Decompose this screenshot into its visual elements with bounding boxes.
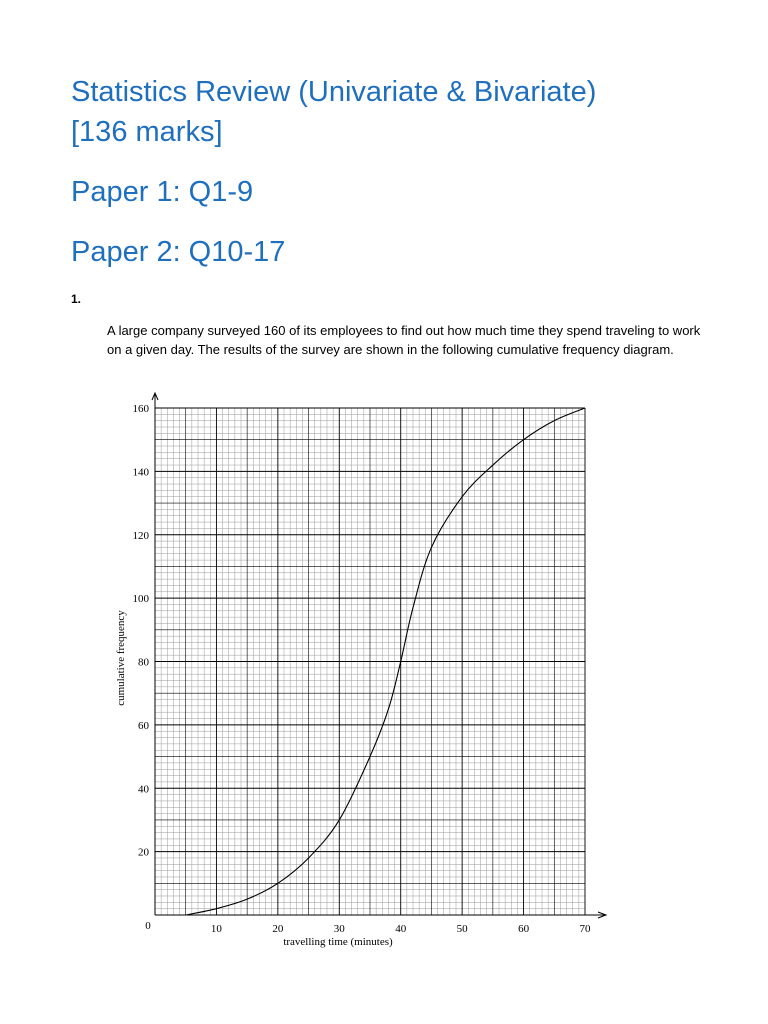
cumulative-frequency-chart — [100, 388, 620, 958]
tick-labels — [133, 403, 592, 935]
document-title: Statistics Review (Univariate & Bivariate) — [71, 76, 597, 108]
paper2-heading: Paper 2: Q10-17 — [71, 236, 286, 268]
x-tick-label: 30 — [333, 923, 345, 935]
y-tick-label: 140 — [132, 466, 149, 479]
y-tick-label: 40 — [138, 783, 149, 796]
y-axis-label: cumulative frequency — [115, 610, 127, 706]
y-tick-label: 120 — [132, 529, 149, 542]
x-axis-label: travelling time (minutes) — [283, 936, 393, 948]
question-text: A large company surveyed 160 of its employees to find out how much time they spend traveling to work on a given day. The results of the survey are shown in the following cumulative frequency diagram. — [107, 323, 701, 357]
y-tick-label: 80 — [138, 656, 149, 669]
x-tick-label: 40 — [395, 923, 407, 935]
y-tick-label: 60 — [138, 719, 149, 732]
paper1-heading: Paper 1: Q1-9 — [71, 176, 254, 208]
x-tick-label: 50 — [456, 923, 468, 935]
x-tick-label: 10 — [210, 923, 222, 935]
origin-label: 0 — [145, 920, 151, 932]
question-number: 1. — [71, 292, 82, 306]
x-tick-label: 20 — [272, 923, 284, 935]
x-tick-label: 60 — [518, 923, 530, 935]
y-tick-label: 20 — [138, 846, 149, 859]
y-tick-label: 100 — [132, 593, 149, 606]
x-tick-label: 70 — [579, 923, 591, 935]
y-tick-label: 160 — [132, 403, 149, 415]
document-title-marks: [136 marks] — [71, 116, 223, 148]
